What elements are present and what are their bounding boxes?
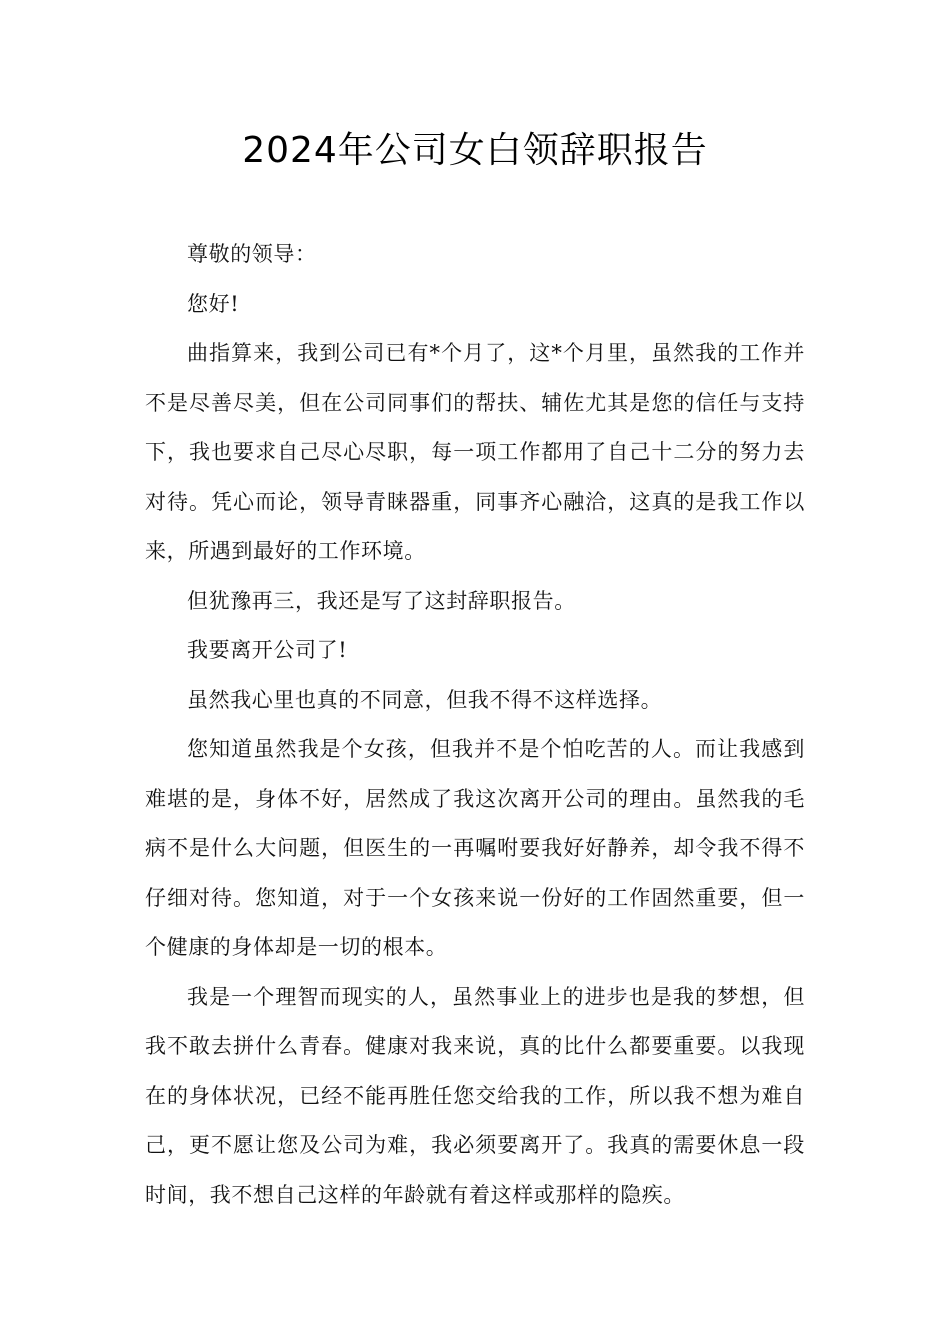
body-paragraph: 我要离开公司了! [187,638,348,662]
greeting: 您好! [187,291,240,316]
body-paragraph: 您知道虽然我是个女孩，但我并不是个怕吃苦的人。而让我感到难堪的是，身体不好，居然成了我这次离开公司的理由。虽然我的毛病不是什么大问题，但医生的一再嘱咐要我好好静养，却令我不得不仔细对待。您知道，对于一个女孩来说一份好的工作固然重要，但一个健康的身体却是一切的根本。 [145,737,805,959]
body-paragraph: 但犹豫再三，我还是写了这封辞职报告。 [187,588,576,613]
body-paragraph: 虽然我心里也真的不同意，但我不得不这样选择。 [187,687,663,712]
document-title: 2024年公司女白领辞职报告 [242,130,708,171]
body-paragraph: 我是一个理智而现实的人，虽然事业上的进步也是我的梦想，但我不敢去拼什么青春。健康对我来说，真的比什么都要重要。以我现在的身体状况，已经不能再胜任您交给我的工作，所以我不想为难自己，更不愿让您及公司为难，我必须要离开了。我真的需要休息一段时间，我不想自己这样的年龄就有着这样或那样的隐疾。 [145,984,805,1207]
salutation: 尊敬的领导： [187,242,317,266]
document-body [145,230,805,1220]
body-paragraph: 曲指算来，我到公司已有*个月了，这*个月里，虽然我的工作并不是尽善尽美，但在公司同事们的帮扶、辅佐尤其是您的信任与支持下，我也要求自己尽心尽职，每一项工作都用了自己十二分的努力去对待。凭心而论，领导青睐器重，同事齐心融洽，这真的是我工作以来，所遇到最好的工作环境。 [145,341,805,563]
